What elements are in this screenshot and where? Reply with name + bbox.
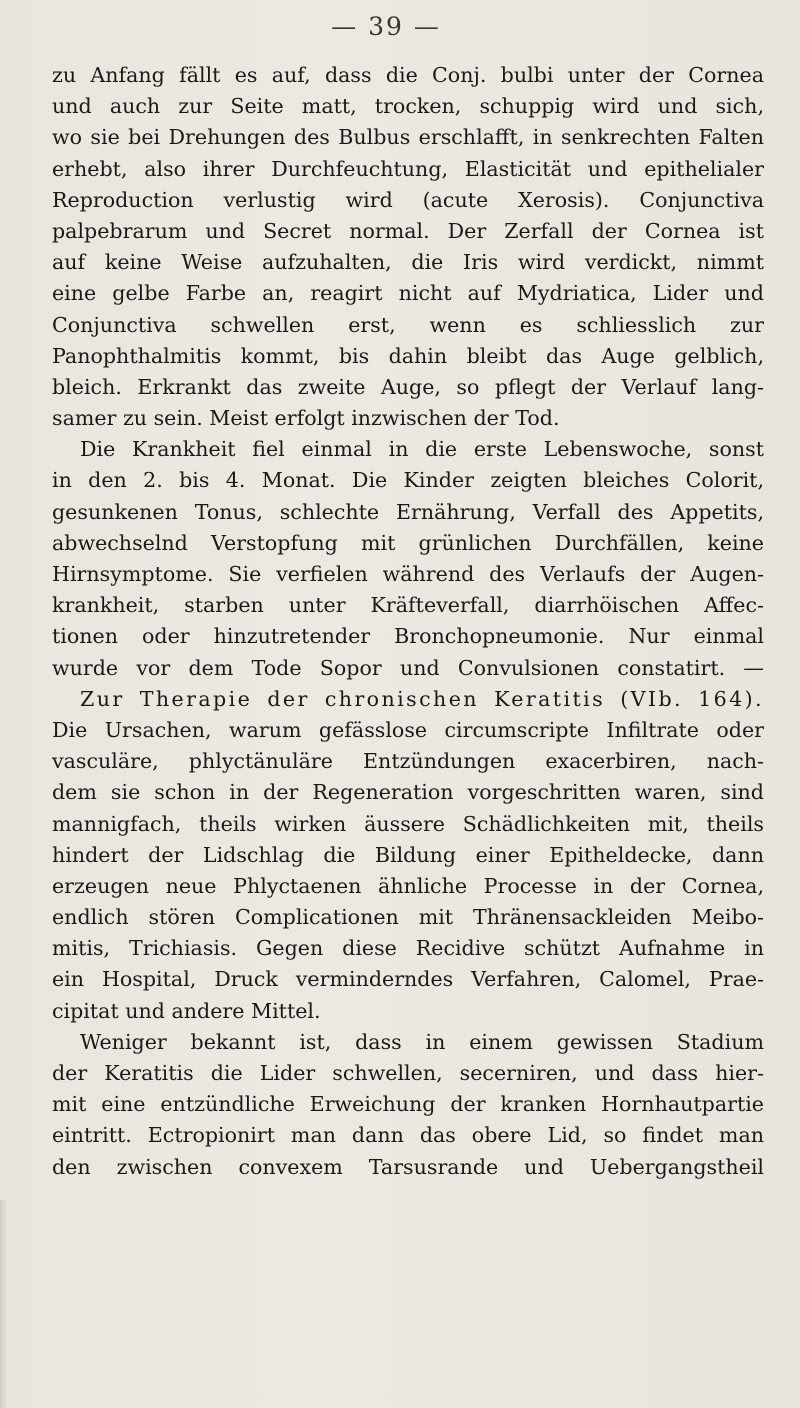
text-line: mitis, Trichiasis. Gegen diese Recidive schützt Aufnahme in [52, 936, 764, 961]
text-line: krankheit, starben unter Kräfteverfall, diarrhöischen Affec- [52, 593, 764, 618]
text-line: den zwischen convexem Tarsusrande und Uebergangstheil [52, 1154, 764, 1179]
text-line: palpebrarum und Secret normal. Der Zerfall der Cornea ist [52, 218, 764, 243]
text-line: wo sie bei Drehungen des Bulbus erschlafft, in senkrechten Falten [52, 125, 764, 150]
text-line: cipitat und andere Mittel. [52, 998, 321, 1023]
text-line: dem sie schon in der Regeneration vorgeschritten waren, sind [52, 780, 764, 805]
text-line: Die Ursachen, warum gefässlose circumscripte Infiltrate oder [52, 717, 764, 742]
text-line: erzeugen neue Phlyctaenen ähnliche Processe in der Cornea, [52, 873, 764, 898]
text-line: auf keine Weise aufzuhalten, die Iris wird verdickt, nimmt [52, 250, 764, 275]
body-text [52, 60, 764, 1183]
text-line: Reproduction verlustig wird (acute Xerosis). Conjunctiva [52, 187, 764, 212]
text-line: samer zu sein. Meist erfolgt inzwischen der Tod. [52, 406, 560, 431]
text-line: ein Hospital, Druck verminderndes Verfahren, Calomel, Prae- [52, 967, 764, 992]
text-line: Conjunctiva schwellen erst, wenn es schliesslich zur [52, 312, 764, 337]
text-line: mannigfach, theils wirken äussere Schädlichkeiten mit, theils [52, 811, 764, 836]
page-edge-shadow [0, 1200, 8, 1408]
paragraph-start-line: Weniger bekannt ist, dass in einem gewissen Stadium [80, 1029, 764, 1054]
text-line: in den 2. bis 4. Monat. Die Kinder zeigten bleiches Colorit, [52, 468, 764, 493]
text-line: eine gelbe Farbe an, reagirt nicht auf Mydriatica, Lider und [52, 281, 764, 306]
text-line: hindert der Lidschlag die Bildung einer Epitheldecke, dann [52, 842, 764, 867]
text-line: bleich. Erkrankt das zweite Auge, so pflegt der Verlauf lang- [52, 374, 764, 399]
text-line: gesunkenen Tonus, schlechte Ernährung, Verfall des Appetits, [52, 499, 764, 524]
text-line: der Keratitis die Lider schwellen, secerniren, und dass hier- [52, 1061, 764, 1085]
text-line: endlich stören Complicationen mit Thränensackleiden Meibo- [52, 905, 764, 930]
section-heading-line: Zur Therapie der chronischen Keratitis (VIb. 164). [80, 686, 764, 711]
text-line: eintritt. Ectropionirt man dann das obere Lid, so findet man [52, 1123, 764, 1148]
text-line: vasculäre, phlyctänuläre Entzündungen exacerbiren, nach- [52, 749, 764, 774]
text-line: wurde vor dem Tode Sopor und Convulsionen constatirt. — [52, 655, 764, 680]
text-line: mit eine entzündliche Erweichung der kranken Hornhautpartie [52, 1092, 764, 1117]
text-line: Hirnsymptome. Sie verfielen während des Verlaufs der Augen- [52, 562, 764, 586]
text-line: abwechselnd Verstopfung mit grünlichen Durchfällen, keine [52, 530, 764, 555]
text-line: zu Anfang fällt es auf, dass die Conj. bulbi unter der Cornea [52, 63, 764, 87]
text-line: tionen oder hinzutretender Bronchopneumonie. Nur einmal [52, 624, 764, 649]
paragraph-start-line: Die Krankheit fiel einmal in die erste Lebenswoche, sonst [80, 437, 764, 462]
text-line: und auch zur Seite matt, trocken, schuppig wird und sich, [52, 94, 764, 119]
text-line: erhebt, also ihrer Durchfeuchtung, Elasticität und epithelialer [52, 156, 764, 181]
page-number: — 39 — [331, 12, 441, 41]
text-line: Panophthalmitis kommt, bis dahin bleibt das Auge gelblich, [52, 343, 764, 368]
